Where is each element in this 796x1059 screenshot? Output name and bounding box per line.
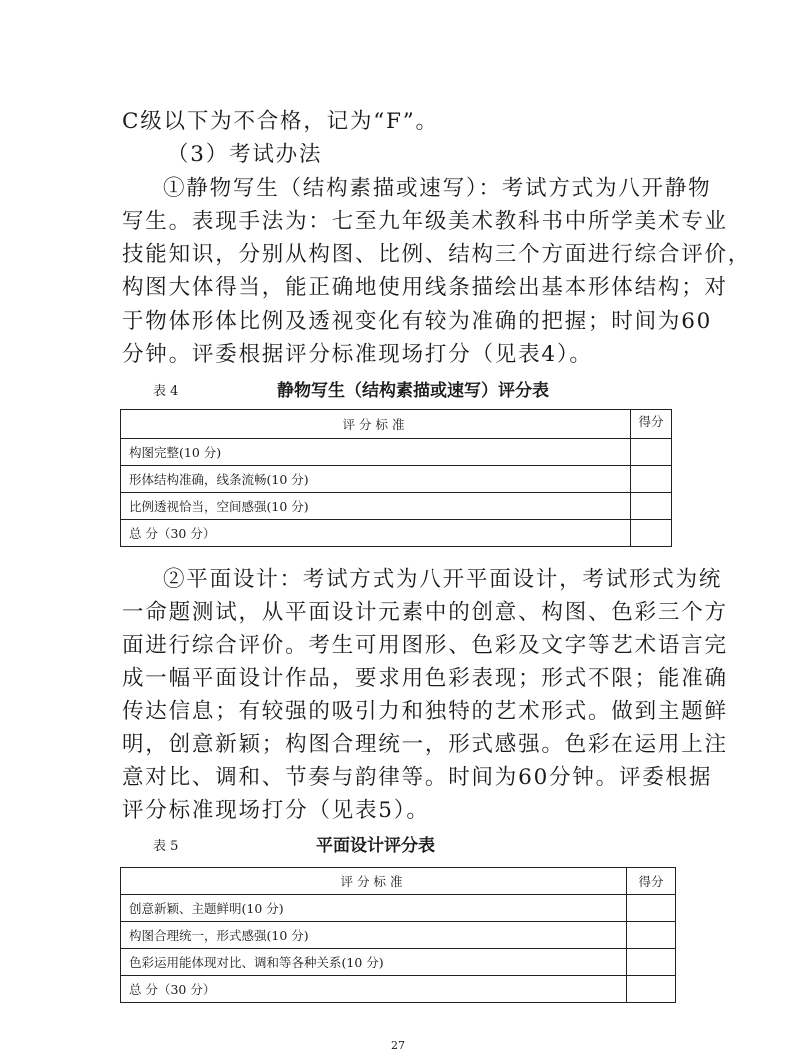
criteria-cell: 形体结构准确，线条流畅(10 分): [121, 466, 631, 493]
criteria-header: 评分标准: [121, 868, 627, 895]
table-row: [121, 895, 676, 922]
table-title: 静物写生（结构素描或速写）评分表: [277, 381, 549, 401]
paragraph-line: 传达信息；有较强的吸引力和独特的艺术形式。做到主题鲜: [122, 699, 728, 724]
score-cell: [631, 439, 672, 466]
table-row: [121, 520, 672, 547]
criteria-cell: 总 分（30 分）: [121, 520, 631, 547]
paragraph-line: ①静物写生（结构素描或速写）：考试方式为八开静物: [163, 176, 712, 201]
criteria-cell: 构图合理统一，形式感强(10 分): [121, 922, 627, 949]
table-row: [121, 439, 672, 466]
score-cell: [631, 493, 672, 520]
criteria-cell: 总 分（30 分）: [121, 976, 627, 1003]
score-cell: [631, 466, 672, 493]
table-row: [121, 976, 676, 1003]
criteria-cell: 构图完整(10 分): [121, 439, 631, 466]
score-header: 得分: [631, 410, 672, 439]
score-header: 得分: [627, 868, 676, 895]
paragraph-line: 成一幅平面设计作品，要求用色彩表现；形式不限；能准确: [122, 666, 728, 691]
criteria-cell: 比例透视恰当，空间感强(10 分): [121, 493, 631, 520]
paragraph-line: 技能知识，分别从构图、比例、结构三个方面进行综合评价，: [122, 242, 752, 267]
paragraph-line: 构图大体得当，能正确地使用线条描绘出基本形体结构；对: [122, 275, 728, 300]
table-row: [121, 493, 672, 520]
paragraph-line: C级以下为不合格，记为“F”。: [122, 109, 439, 134]
table-title: 平面设计评分表: [316, 836, 435, 856]
table-header-row: [121, 868, 676, 895]
criteria-cell: 创意新颖、主题鲜明(10 分): [121, 895, 627, 922]
score-cell: [627, 976, 676, 1003]
paragraph-line: 于物体形体比例及透视变化有较为准确的把握；时间为60: [122, 309, 713, 334]
score-cell: [627, 895, 676, 922]
table-row: [121, 466, 672, 493]
score-cell: [627, 922, 676, 949]
table-number: 表 4: [153, 384, 179, 399]
score-cell: [631, 520, 672, 547]
paragraph-line: 明，创意新颖；构图合理统一，形式感强。色彩在运用上注: [122, 732, 728, 757]
criteria-header: 评分标准: [121, 410, 631, 439]
table-row: [121, 922, 676, 949]
score-cell: [627, 949, 676, 976]
table-number: 表 5: [153, 839, 179, 854]
paragraph-line: 分钟。评委根据评分标准现场打分（见表4）。: [122, 342, 593, 367]
paragraph-line: 评分标准现场打分（见表5）。: [122, 798, 430, 823]
paragraph-line: 写生。表现手法为：七至九年级美术教科书中所学美术专业: [122, 209, 728, 234]
section-heading: （3）考试办法: [167, 142, 323, 167]
table-row: [121, 949, 676, 976]
scoring-table-4: [120, 409, 672, 547]
scoring-table-5: [120, 867, 676, 1003]
page-number: 27: [391, 1039, 405, 1052]
paragraph-line: ②平面设计：考试方式为八开平面设计，考试形式为统: [163, 567, 723, 592]
criteria-cell: 色彩运用能体现对比、调和等各种关系(10 分): [121, 949, 627, 976]
table-header-row: [121, 410, 672, 439]
paragraph-line: 意对比、调和、节奏与韵律等。时间为60分钟。评委根据: [122, 765, 713, 790]
paragraph-line: 一命题测试，从平面设计元素中的创意、构图、色彩三个方: [122, 600, 728, 625]
paragraph-line: 面进行综合评价。考生可用图形、色彩及文字等艺术语言完: [122, 633, 728, 658]
